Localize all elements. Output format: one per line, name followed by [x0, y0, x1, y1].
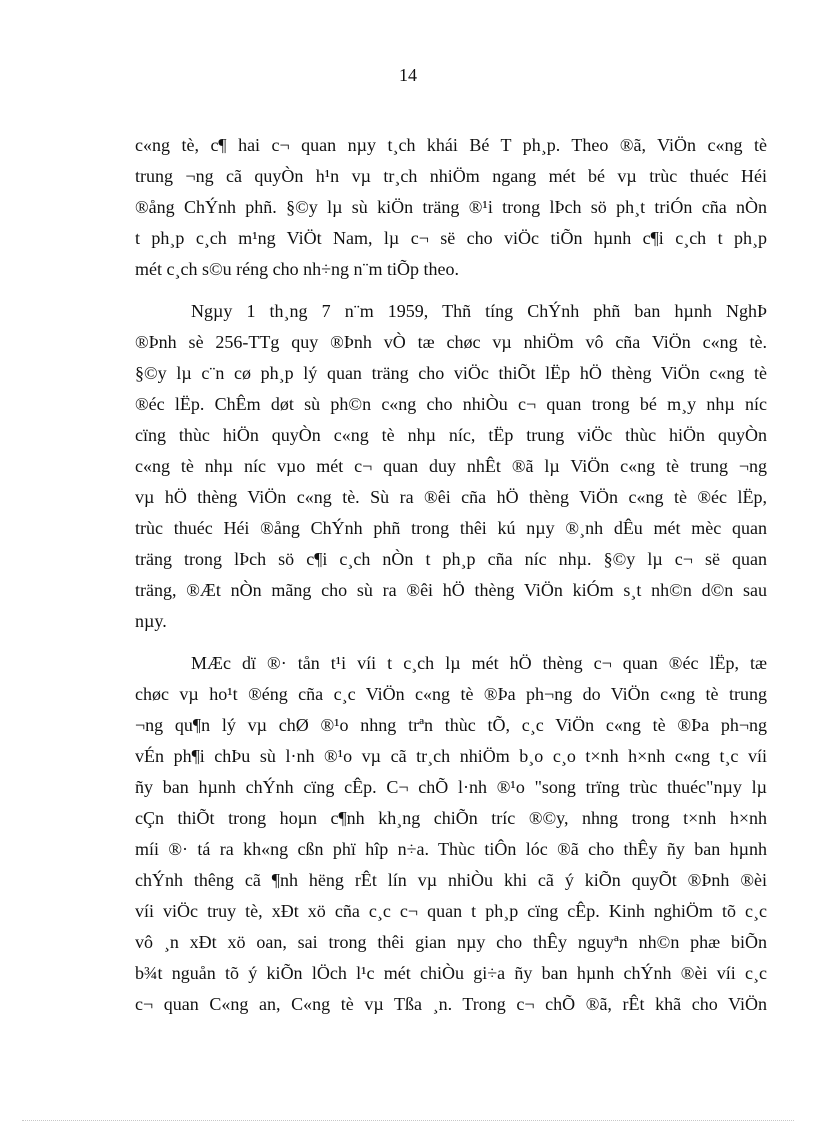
text-line: ®ång ChÝnh phñ. §©y lµ sù kiÖn träng ®¹i trong lÞch sö ph¸t triÓn cña nÒn — [135, 197, 767, 217]
text-line: ®éc lËp. ChÊm døt sù ph©n c«ng cho nhiÒu c¬ quan trong bé m¸y nhµ níc — [135, 394, 767, 414]
paragraph-1 — [135, 130, 767, 285]
page-bottom-border — [22, 1120, 794, 1121]
text-line: trung ¬ng cã quyÒn h¹n vµ tr¸ch nhiÖm ngang mét bé vµ trùc thuéc Héi — [135, 166, 767, 186]
paragraph-2 — [135, 296, 767, 637]
text-line: nµy. — [135, 611, 167, 631]
text-line: c¬ quan C«ng an, C«ng tè vµ Tßa ¸n. Trong c¬ chÕ ®ã, rÊt khã cho ViÖn — [135, 994, 767, 1014]
text-line: cÇn thiÕt trong hoµn c¶nh kh¸ng chiÕn tríc ®©y, nhng trong t×nh h×nh — [135, 808, 767, 828]
document-body — [135, 130, 767, 1031]
text-line: ñy ban hµnh chÝnh cïng cÊp. C¬ chÕ l·nh ®¹o "song trïng trùc thuéc"nµy lµ — [135, 777, 767, 797]
text-line: mét c¸ch s©u réng cho nh÷ng n¨m tiÕp theo. — [135, 259, 459, 279]
text-line: trùc thuéc Héi ®ång ChÝnh phñ trong thêi kú nµy ®¸nh dÊu mét mèc quan — [135, 518, 767, 538]
page-number: 14 — [399, 65, 417, 85]
text-line: víi viÖc truy tè, xÐt xö cña c¸c c¬ quan t ph¸p cïng cÊp. Kinh nghiÖm tõ c¸c — [135, 901, 767, 921]
text-line: Ngµy 1 th¸ng 7 n¨m 1959, Thñ tíng ChÝnh phñ ban hµnh NghÞ — [191, 301, 767, 321]
text-line: c«ng tè nhµ níc vµo mét c¬ quan duy nhÊt ®ã lµ ViÖn c«ng tè trung ¬ng — [135, 456, 767, 476]
text-line: cïng thùc hiÖn quyÒn c«ng tè nhµ níc, tËp trung viÖc thùc hiÖn quyÒn — [135, 425, 767, 445]
text-line: träng trong lÞch sö c¶i c¸ch nÒn t ph¸p cña níc nhµ. §©y lµ c¬ së quan — [135, 549, 767, 569]
text-line: ¬ng qu¶n lý vµ chØ ®¹o nhng trªn thùc tÕ, c¸c ViÖn c«ng tè ®Þa ph¬ng — [135, 715, 767, 735]
text-line: b¾t nguån tõ ý kiÕn lÖch l¹c mét chiÒu gi÷a ñy ban hµnh chÝnh ®èi víi c¸c — [135, 963, 767, 983]
text-line: §©y lµ c¨n cø ph¸p lý quan träng cho viÖc thiÕt lËp hÖ thèng ViÖn c«ng tè — [135, 363, 767, 383]
paragraph-3 — [135, 648, 767, 1020]
text-line: MÆc dï ®· tån t¹i víi t c¸ch lµ mét hÖ thèng c¬ quan ®éc lËp, tæ — [191, 653, 767, 673]
text-line: t ph¸p c¸ch m¹ng ViÖt Nam, lµ c¬ së cho viÖc tiÕn hµnh c¶i c¸ch t ph¸p — [135, 228, 767, 248]
text-line: vô ¸n xÐt xö oan, sai trong thêi gian nµy cho thÊy nguyªn nh©n phæ biÕn — [135, 932, 767, 952]
text-line: vµ hÖ thèng ViÖn c«ng tè. Sù ra ®êi cña hÖ thèng ViÖn c«ng tè ®éc lËp, — [135, 487, 767, 507]
text-line: míi ®· tá ra kh«ng cßn phï hîp n÷a. Thùc tiÔn lóc ®ã cho thÊy ñy ban hµnh — [135, 839, 767, 859]
text-line: chÝnh thêng cã ¶nh hëng rÊt lín vµ nhiÒu khi cã ý kiÕn quyÕt ®Þnh ®èi — [135, 870, 767, 890]
text-line: ®Þnh sè 256-TTg quy ®Þnh vÒ tæ chøc vµ nhiÖm vô cña ViÖn c«ng tè. — [135, 332, 767, 352]
text-line: c«ng tè, c¶ hai c¬ quan nµy t¸ch khái Bé T ph¸p. Theo ®ã, ViÖn c«ng tè — [135, 135, 767, 155]
text-line: vÉn ph¶i chÞu sù l·nh ®¹o vµ cã tr¸ch nhiÖm b¸o c¸o t×nh h×nh c«ng t¸c víi — [135, 746, 767, 766]
text-line: chøc vµ ho¹t ®éng cña c¸c ViÖn c«ng tè ®Þa ph¬ng do ViÖn c«ng tè trung — [135, 684, 767, 704]
text-line: träng, ®Æt nÒn mãng cho sù ra ®êi hÖ thèng ViÖn kiÓm s¸t nh©n d©n sau — [135, 580, 767, 600]
